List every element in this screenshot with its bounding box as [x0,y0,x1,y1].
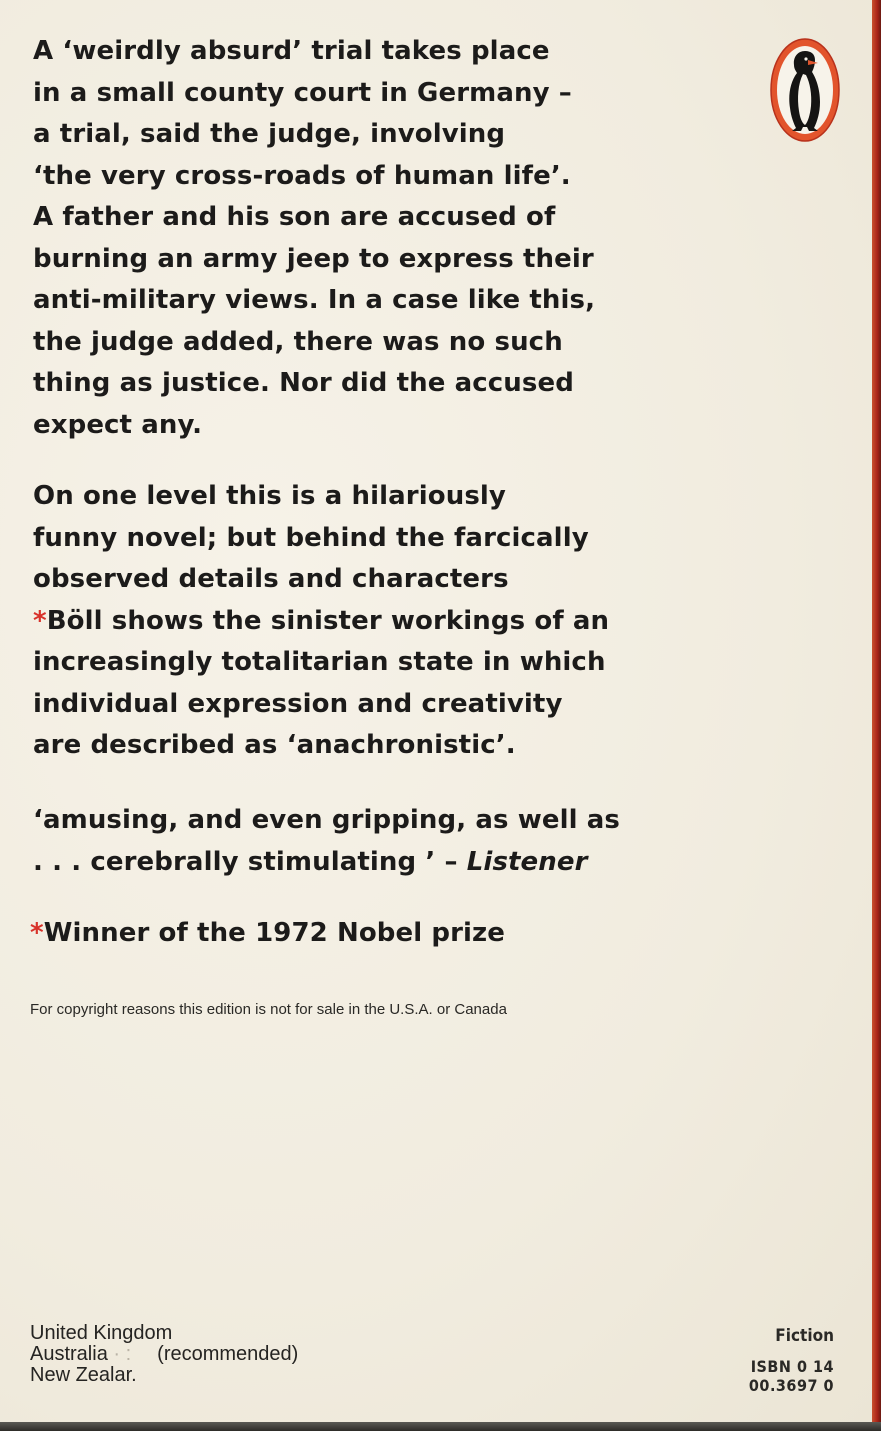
footnote-asterisk: * [33,605,47,636]
footnote-asterisk: * [30,918,44,948]
blurb-line: *Böll shows the sinister workings of an [33,605,610,636]
blurb-line: increasingly totalitarian state in which [33,647,606,677]
penguin-logo-icon [770,38,840,142]
price-line-uk: United Kingdom [30,1322,173,1344]
blurb-line: ‘the very cross-roads of human life’. [33,160,571,191]
blurb-line: burning an army jeep to express their [33,243,594,274]
isbn-line: ISBN 0 14 [750,1357,834,1376]
blurb-line: in a small county court in Germany – [33,77,572,108]
blurb-line: thing as justice. Nor did the accused [33,368,574,398]
blurb-line: funny novel; but behind the farcically [33,522,589,553]
price-line-australia: Australia · : (recommended) [30,1343,299,1365]
quote-source: Listener [466,846,588,877]
spine-edge [872,0,881,1431]
blurb-line: the judge added, there was no such [33,326,563,357]
quote-line: . . . cerebrally stimulating ’ – Listener [33,846,588,877]
blurb-line: A ‘weirdly absurd’ trial takes place [33,36,550,66]
price-line-nz: New Zealar. [30,1364,137,1386]
catalog-info [694,1324,834,1395]
blurb-paragraph-1 [33,31,595,446]
bottom-edge [0,1422,881,1431]
blurb-line: anti-military views. In a case like this, [33,285,596,315]
blurb-line: On one level this is a hilariously [33,481,506,511]
blurb-line: expect any. [33,409,203,440]
blurb-line: individual expression and creativity [33,688,563,719]
blurb-line: are described as ‘anachronistic’. [33,730,516,760]
award-note: *Winner of the 1972 Nobel prize [30,918,506,948]
category-label: Fiction [775,1326,834,1346]
blurb-line: A father and his son are accused of [33,202,556,232]
blurb-line: a trial, said the judge, involving [33,119,506,149]
blurb-paragraph-2 [33,476,609,767]
review-quote [33,800,620,883]
blurb-line: observed details and characters [33,564,509,594]
copyright-notice: For copyright reasons this edition is not for sale in the U.S.A. or Canada [30,1001,507,1018]
isbn [694,1357,834,1395]
isbn-line: 00.3697 0 [748,1376,834,1395]
price-list [30,1323,298,1386]
quote-line: ‘amusing, and even gripping, as well as [33,805,621,835]
